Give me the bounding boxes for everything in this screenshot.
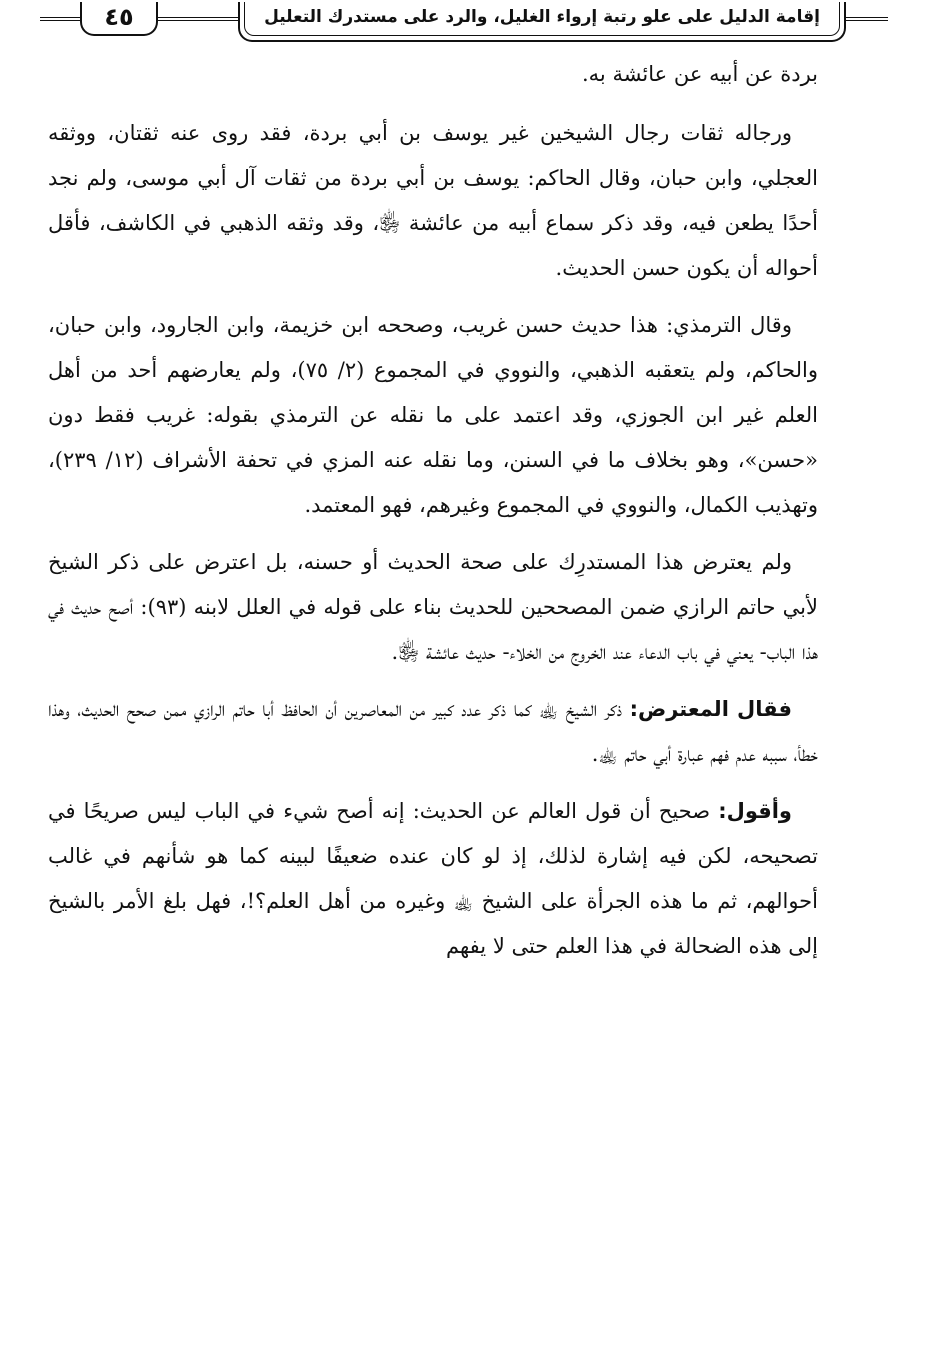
header-rule-middle bbox=[158, 17, 238, 21]
header-rule-left bbox=[40, 17, 80, 21]
paragraph-lead: وأقول: bbox=[718, 799, 792, 823]
paragraph-text: ذكر الشيخ ﵀ كما ذكر عدد كبير من المعاصرين أن الحافظ أبا حاتم الرازي ممن صحح الحديث، وهذا خطأ، سببه عدم فهم عبارة أبي حاتم ﵀. bbox=[48, 697, 818, 766]
running-title: إقامة الدليل على علو رتبة إرواء الغليل، والرد على مستدرك التعليل bbox=[244, 2, 840, 36]
paragraph-5 bbox=[48, 687, 818, 777]
paragraph-text: ولم يعترض هذا المستدرِك على صحة الحديث أو حسنه، بل اعترض على ذكر الشيخ لأبي حاتم الرازي ضمن المصححين للحديث بناء على قوله في العلل لابنه (٩٣): أصح حديث في هذا الباب- يعني في باب الدعاء عند الخروج من الخلاء- حديث عائشة ﵂. bbox=[48, 550, 818, 664]
running-header bbox=[40, 2, 888, 42]
paragraph-6 bbox=[48, 789, 818, 969]
paragraph-lead: فقال المعترض: bbox=[629, 697, 792, 721]
header-rule-right bbox=[846, 17, 888, 21]
paragraph-3 bbox=[48, 303, 818, 528]
paragraph-2 bbox=[48, 111, 818, 291]
page-body bbox=[48, 52, 818, 981]
page-number: ٤٥ bbox=[80, 2, 158, 36]
paragraph-text: بردة عن أبيه عن عائشة به. bbox=[581, 62, 818, 86]
paragraph-text: ورجاله ثقات رجال الشيخين غير يوسف بن أبي بردة، فقد روى عنه ثقتان، ووثقه العجلي، وابن حبان، وقال الحاكم: يوسف بن أبي بردة من ثقات آل أبي موسى، ولم نجد أحدًا يطعن فيه، وقد ذكر سماع أبيه من عائشة ﵂، وقد وثقه الذهبي في الكاشف، فأقل أحواله أن يكون حسن الحديث. bbox=[48, 121, 818, 280]
paragraph-4 bbox=[48, 540, 818, 675]
paragraph-1 bbox=[48, 52, 818, 97]
header-title-frame bbox=[238, 2, 846, 42]
paragraph-text: وقال الترمذي: هذا حديث حسن غريب، وصححه ابن خزيمة، وابن الجارود، وابن حبان، والحاكم، ولم يتعقبه الذهبي، والنووي في المجموع (٢/ ٧٥)، ولم يعارضهم أحد من أهل العلم غير ابن الجوزي، وقد اعتمد على ما نقله عن الترمذي بقوله: غريب فقط دون «حسن»، وهو بخلاف ما في السنن، وما نقله عنه المزي في تحفة الأشراف (١٢/ ٢٣٩)، وتهذيب الكمال، والنووي في المجموع وغيرهم، فهو المعتمد. bbox=[48, 313, 818, 517]
paragraph-text: صحيح أن قول العالم عن الحديث: إنه أصح شيء في الباب ليس صريحًا في تصحيحه، لكن فيه إشارة لذلك، إذ لو كان عنده ضعيفًا لبينه كما هو شأنهم في غالب أحوالهم، ثم ما هذه الجرأة على الشيخ ﵀ وغيره من أهل العلم؟!، فهل بلغ الأمر بالشيخ إلى هذه الضحالة في هذا العلم حتى لا يفهم bbox=[48, 799, 818, 958]
